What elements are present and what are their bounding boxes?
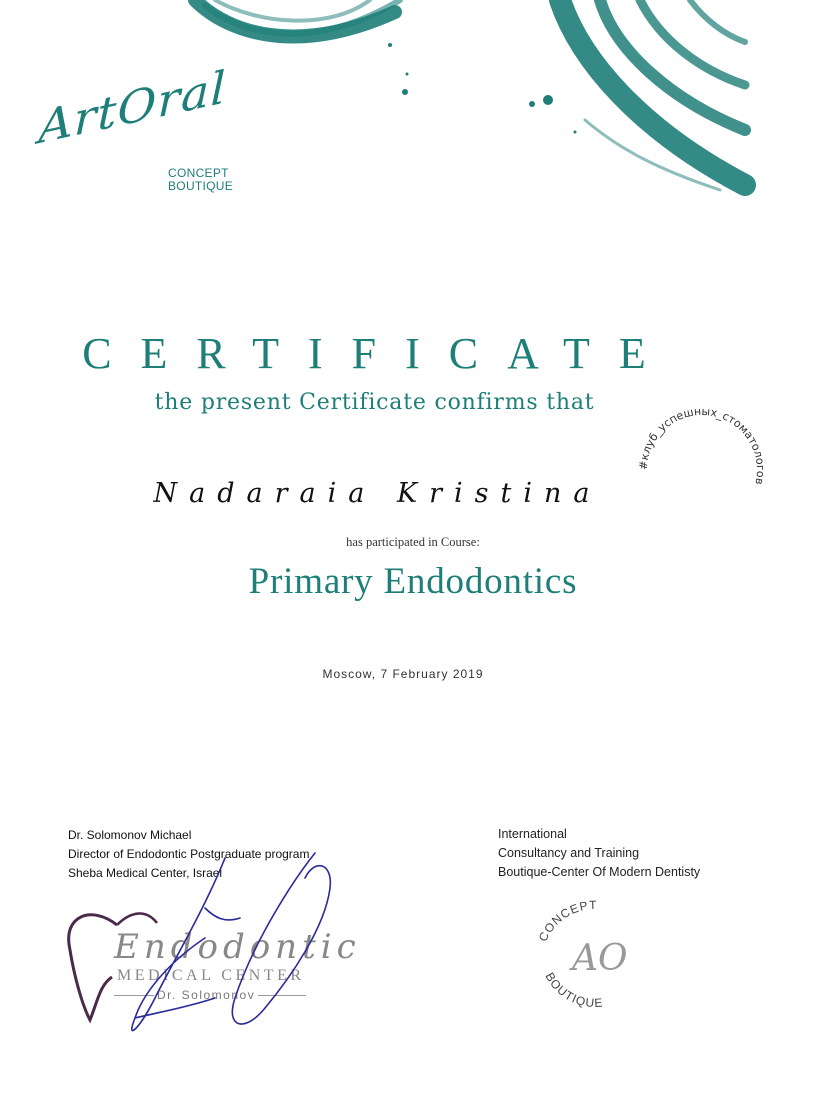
logo-subtitle-concept: CONCEPT (168, 166, 229, 180)
concept-boutique-stamp (520, 892, 670, 1022)
endodontic-script: Endodontic (114, 927, 361, 967)
medical-center-text: MEDICAL CENTER (117, 967, 305, 984)
signatory-position: Director of Endodontic Postgraduate program (68, 847, 310, 861)
stamp-top-text: CONCEPT (535, 897, 598, 944)
certificate-title: CERTIFICATE (82, 329, 675, 378)
certificate-subtitle: the present Certificate confirms that (154, 390, 595, 415)
stamp-bottom-text: BOUTIQUE (542, 969, 604, 1011)
course-name: Primary Endodontics (248, 561, 578, 602)
stamp-monogram: AO (572, 938, 628, 979)
hashtag-text: #клуб_успешных_стоматологов (636, 404, 768, 486)
logo-doctor-name: Dr. Solomonov (154, 988, 258, 1002)
certificate-date: Moscow, 7 February 2019 (322, 667, 484, 681)
participation-text: has participated in Course: (346, 535, 480, 549)
logo-subtitle-boutique: BOUTIQUE (168, 179, 234, 193)
signatory-name: Dr. Solomonov Michael (68, 828, 192, 842)
hashtag-circular-stamp (632, 400, 772, 540)
artoral-logo (38, 60, 278, 200)
signatory-organization: Sheba Medical Center, Israel (68, 866, 223, 880)
recipient-name: Nadaraia Kristina (153, 478, 602, 509)
handwritten-signature (115, 848, 340, 1048)
right-signatory-line-1: International (498, 827, 567, 841)
right-signatory-line-3: Boutique-Center Of Modern Dentisty (498, 865, 701, 879)
logo-script-text: ArtOral (38, 60, 228, 155)
right-signatory-line-2: Consultancy and Training (498, 846, 640, 860)
